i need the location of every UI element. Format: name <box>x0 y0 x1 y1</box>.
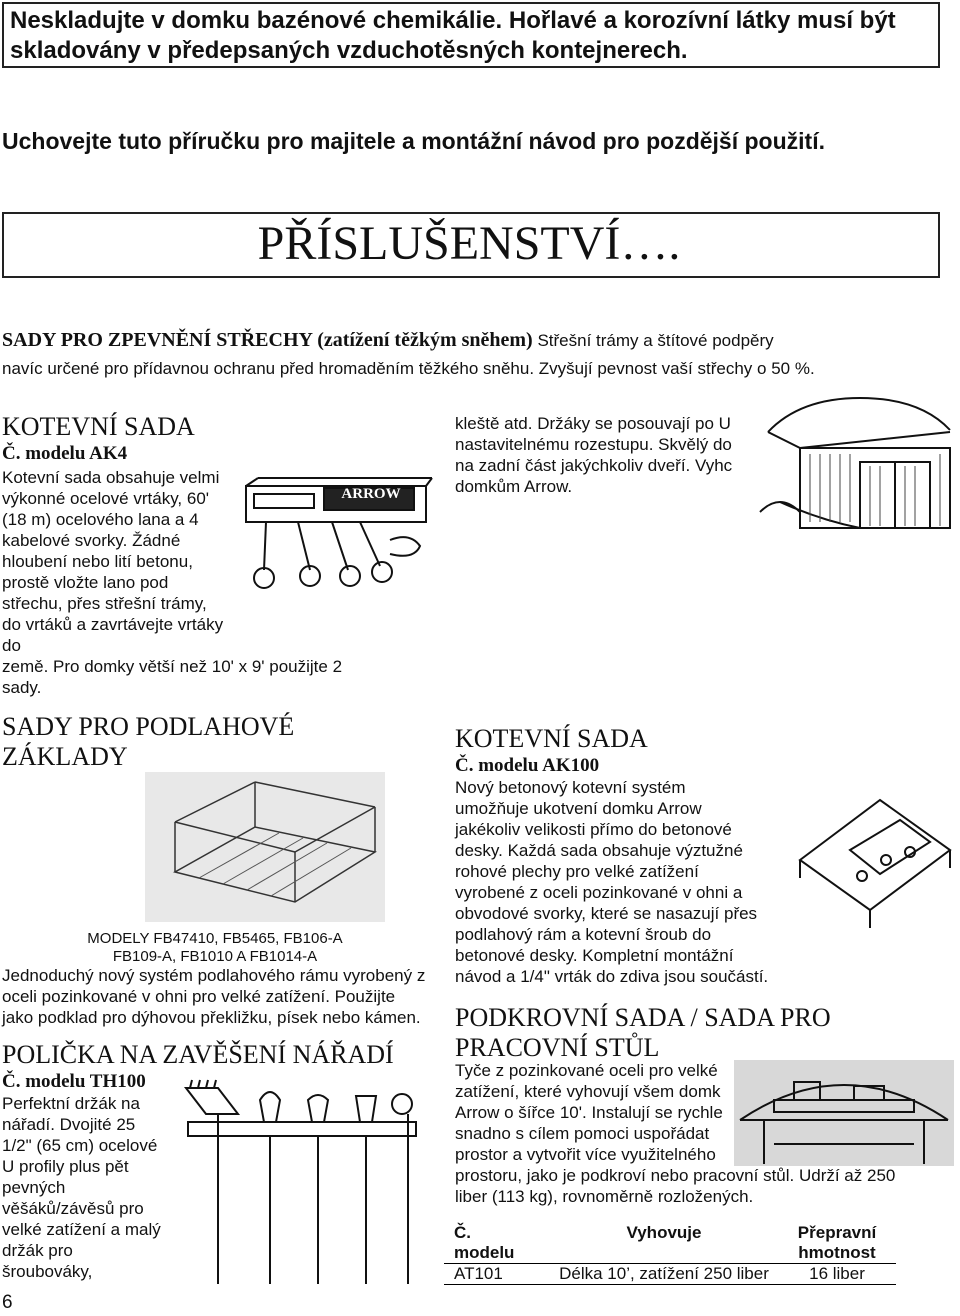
text-line: vyrobené z oceli pozinkované v ohni a <box>455 883 743 902</box>
text-line: Arrow o šířce 10'. Instalují se rychle <box>455 1103 723 1122</box>
page-number: 6 <box>2 1292 13 1313</box>
text-line: Nový betonový kotevní systém <box>455 778 686 797</box>
loft-title-line1: PODKROVNÍ SADA / SADA PRO <box>455 1003 831 1032</box>
spec-table <box>444 1223 896 1285</box>
text-line: do <box>2 636 21 655</box>
corner-bracket-illustration <box>790 790 956 930</box>
header-text: Vyhovuje <box>626 1223 702 1242</box>
floor-title-line1: SADY PRO PODLAHOVÉ <box>2 712 295 741</box>
shelf-title: POLIČKA NA ZAVĚŠENÍ NÁŘADÍ <box>2 1040 394 1069</box>
loft-illustration <box>734 1060 954 1166</box>
text-line: na zadní část jakýchkoliv dveří. Vyhc <box>455 456 733 475</box>
cell-weight: 16 liber <box>778 1264 896 1285</box>
warning-text: Neskladujte v domku bazénové chemikálie. Hořlavé a korozívní látky musí být skladovány v předepsaných vzduchotěsných kontejnerech. <box>10 7 896 64</box>
text-line: do vrtáků a zavrtávejte vrtáky <box>2 615 224 634</box>
text-line: zatížení, které vyhovují všem domk <box>455 1082 721 1101</box>
cell-fits: Délka 10’, zatížení 250 liber <box>550 1264 778 1285</box>
text-line: kleště atd. Držáky se posouvají po U <box>455 414 731 433</box>
text-line: nastavitelnému rozestupu. Skvělý do <box>455 435 732 454</box>
text-line: Perfektní držák na <box>2 1094 140 1113</box>
floor-description <box>2 965 442 1028</box>
ak100-description <box>455 777 805 987</box>
header-text: Přepravní <box>797 1223 877 1242</box>
text-line: prostě vložte lano pod <box>2 573 169 592</box>
text-line: domkům Arrow. <box>455 477 573 496</box>
header-fits <box>550 1223 778 1264</box>
text-line: země. Pro domky větší než 10' x 9' použijte 2 <box>2 657 343 676</box>
models-line: FB109-A, FB1010 A FB1014-A <box>112 948 318 965</box>
floor-frame-illustration <box>145 772 385 922</box>
tool-rack-illustration <box>178 1084 428 1294</box>
text-line: velké zatížení a malý <box>2 1220 161 1239</box>
text-line: nářadí. Dvojité 25 <box>2 1115 136 1134</box>
text-line: hloubení nebo lití betonu, <box>2 552 193 571</box>
table-header-row <box>444 1223 896 1264</box>
text-line: desky. Každá sada obsahuje výztužné <box>455 841 743 860</box>
text-line: obvodové svorky, které se nasazují přes <box>455 904 758 923</box>
models-line: MODELY FB47410, FB5465, FB106-A <box>87 930 343 947</box>
header-model <box>444 1223 550 1264</box>
cell-model: AT101 <box>444 1264 550 1285</box>
text-line: umožňuje ukotvení domku Arrow <box>455 799 702 818</box>
text-line: držák pro <box>2 1241 73 1260</box>
ak100-title: KOTEVNÍ SADA <box>455 724 648 753</box>
keep-manual-note: Uchovejte tuto příručku pro majitele a montážní návod pro pozdější použití. <box>2 128 825 154</box>
text-line: věšáků/závěsů pro <box>2 1199 144 1218</box>
text-line: oceli pozinkované v ohni pro velké zatížení. Použijte <box>2 987 396 1006</box>
roof-text-line1: Střešní trámy a štítové podpěry <box>532 331 774 350</box>
text-line: U profily plus pět <box>2 1157 129 1176</box>
floor-title-line2: ZÁKLADY <box>2 742 128 771</box>
shed-doors-illustration <box>760 392 956 532</box>
shelf-description <box>2 1093 177 1282</box>
shelf-model: Č. modelu TH100 <box>2 1071 146 1092</box>
header-text: modelu <box>454 1243 515 1262</box>
spec-table-wrapper <box>444 1223 896 1285</box>
text-line: výkonné ocelové vrtáky, 60' <box>2 489 210 508</box>
text-line: šroubováky, <box>2 1262 93 1281</box>
text-line: betonové desky. Kompletní montážní <box>455 946 734 965</box>
text-line: 1/2" (65 cm) ocelové <box>2 1136 158 1155</box>
roof-title: SADY PRO ZPEVNĚNÍ STŘECHY (zatížení těžkým sněhem) <box>2 329 533 351</box>
text-line: liber (113 kg), rovnoměrně rozložených. <box>455 1187 754 1206</box>
loft-description-full <box>455 1165 935 1207</box>
loft-description-short <box>455 1060 733 1165</box>
ak100-model: Č. modelu AK100 <box>455 755 600 776</box>
loft-title-line2: PRACOVNÍ STŮL <box>455 1033 660 1062</box>
text-line: prostoru, jako je podkroví nebo pracovní stůl. Udrží až 250 <box>455 1166 896 1185</box>
text-line: Tyče z pozinkované oceli pro velké <box>455 1061 718 1080</box>
door-holder-description <box>455 413 755 497</box>
text-line: střechu, přes střešní trámy, <box>2 594 207 613</box>
ak4-model: Č. modelu AK4 <box>2 443 128 464</box>
header-weight <box>778 1223 896 1264</box>
text-line: jakékoliv velikosti přímo do betonové <box>455 820 732 839</box>
text-line: rohové plechy pro velké zatížení <box>455 862 699 881</box>
text-line: Jednoduchý nový systém podlahového rámu vyrobený z <box>2 966 426 985</box>
text-line: snadno s cílem pomoci uspořádat <box>455 1124 710 1143</box>
floor-models <box>0 930 430 966</box>
roof-text-line2: navíc určené pro přídavnou ochranu před hromaděním těžkého sněhu. Zvyšují pevnost vaší střechy o 50 %. <box>2 359 815 378</box>
arrow-box-label: ARROW <box>341 486 401 502</box>
accessories-title: PŘÍSLUŠENSTVÍ…. <box>257 217 681 270</box>
text-line: Kotevní sada obsahuje velmi <box>2 468 220 487</box>
text-line: prostor a vytvořit více využitelného <box>455 1145 716 1164</box>
table-row <box>444 1264 896 1285</box>
text-line: návod a 1/4" vrták do zdiva jsou součástí. <box>455 967 769 986</box>
text-line: sady. <box>2 678 42 697</box>
header-text: Č. <box>454 1223 471 1242</box>
text-line: (18 m) ocelového lana a 4 <box>2 510 199 529</box>
roof-section <box>2 330 952 351</box>
text-line: jako podklad pro dýhovou překližku, písek nebo kámen. <box>2 1008 421 1027</box>
ak4-title: KOTEVNÍ SADA <box>2 412 195 441</box>
text-line: pevných <box>2 1178 66 1197</box>
text-line: podlahový rám a kotevní šroub do <box>455 925 712 944</box>
text-line: kabelové svorky. Žádné <box>2 531 181 550</box>
header-text: hmotnost <box>798 1243 876 1262</box>
